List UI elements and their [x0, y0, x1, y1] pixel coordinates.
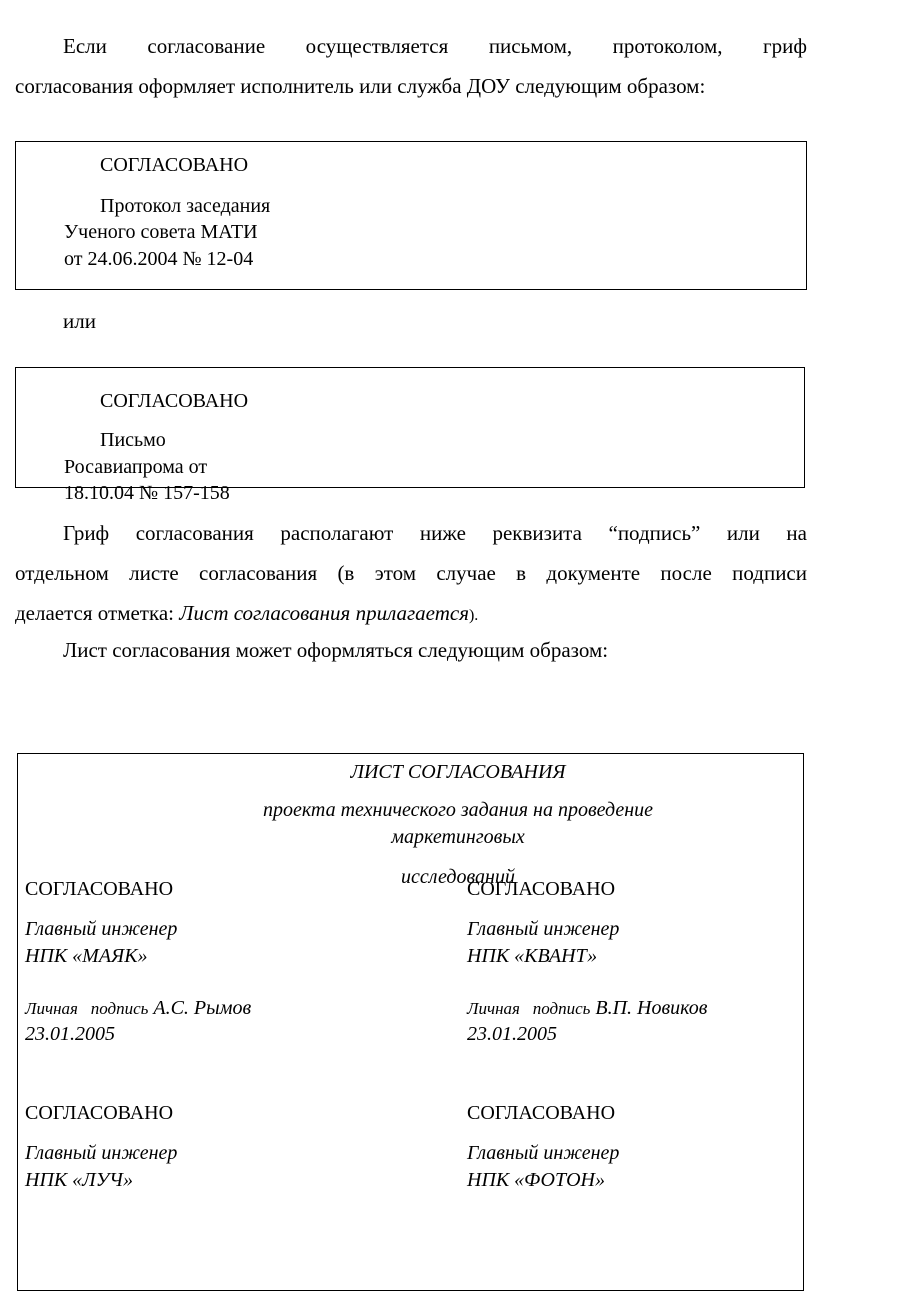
intro-line-2: согласования оформляет исполнитель или служба ДОУ следующим образом: [15, 74, 706, 98]
placement-line-3: делается отметка: Лист согласования прилагается). [15, 601, 479, 625]
placement-paragraph [15, 513, 807, 636]
stamp-line: Письмо [100, 429, 166, 451]
block-position: Главный инженер [467, 1142, 620, 1164]
block-date: 23.01.2005 [25, 1023, 115, 1045]
sheet-subtitle-line-3: исследований [401, 866, 515, 888]
intro-paragraph [15, 26, 807, 106]
block-org: НПК «ФОТОН» [467, 1169, 605, 1191]
block-heading: СОГЛАСОВАНО [467, 878, 616, 900]
sheet-title: ЛИСТ СОГЛАСОВАНИЯ [350, 761, 566, 783]
block-position: Главный инженер [25, 918, 178, 940]
approval-sheet [17, 753, 804, 1291]
attached-note: Лист согласования прилагается [179, 601, 469, 625]
block-org: НПК «МАЯК» [25, 945, 148, 967]
block-heading: СОГЛАСОВАНО [25, 878, 174, 900]
approval-stamp-protocol [15, 141, 807, 290]
stamp-heading: СОГЛАСОВАНО [100, 390, 249, 412]
block-position: Главный инженер [25, 1142, 178, 1164]
sheet-subtitle-line-1: проекта технического задания на проведение [262, 799, 654, 821]
block-date: 23.01.2005 [467, 1023, 557, 1045]
sheet-intro-text: Лист согласования может оформляться следующим образом: [63, 638, 609, 662]
stamp-line: Росавиапрома от [64, 456, 208, 478]
intro-line-1: Если согласование осуществляется письмом, протоколом, гриф [63, 34, 807, 58]
block-org: НПК «ЛУЧ» [25, 1169, 133, 1191]
block-org: НПК «КВАНТ» [467, 945, 598, 967]
stamp-line: Ученого совета МАТИ [64, 221, 258, 243]
stamp-heading: СОГЛАСОВАНО [100, 154, 249, 176]
stamp-line: 18.10.04 № 157-158 [64, 482, 230, 504]
block-position: Главный инженер [467, 918, 620, 940]
block-signature: Личная подпись А.С. Рымов [25, 997, 252, 1019]
block-heading: СОГЛАСОВАНО [467, 1102, 616, 1124]
stamp-line: Протокол заседания [100, 195, 271, 217]
stamp-line: от 24.06.2004 № 12-04 [64, 248, 254, 270]
or-word: или [63, 309, 96, 333]
sheet-subtitle-line-2: маркетинговых [391, 826, 525, 848]
block-heading: СОГЛАСОВАНО [25, 1102, 174, 1124]
placement-line-1: Гриф согласования располагают ниже реквизита “подпись” или на [63, 521, 807, 545]
placement-line-2: отдельном листе согласования (в этом случае в документе после подписи [15, 561, 807, 585]
block-signature: Личная подпись В.П. Новиков [467, 997, 708, 1019]
approval-stamp-letter [15, 367, 805, 504]
